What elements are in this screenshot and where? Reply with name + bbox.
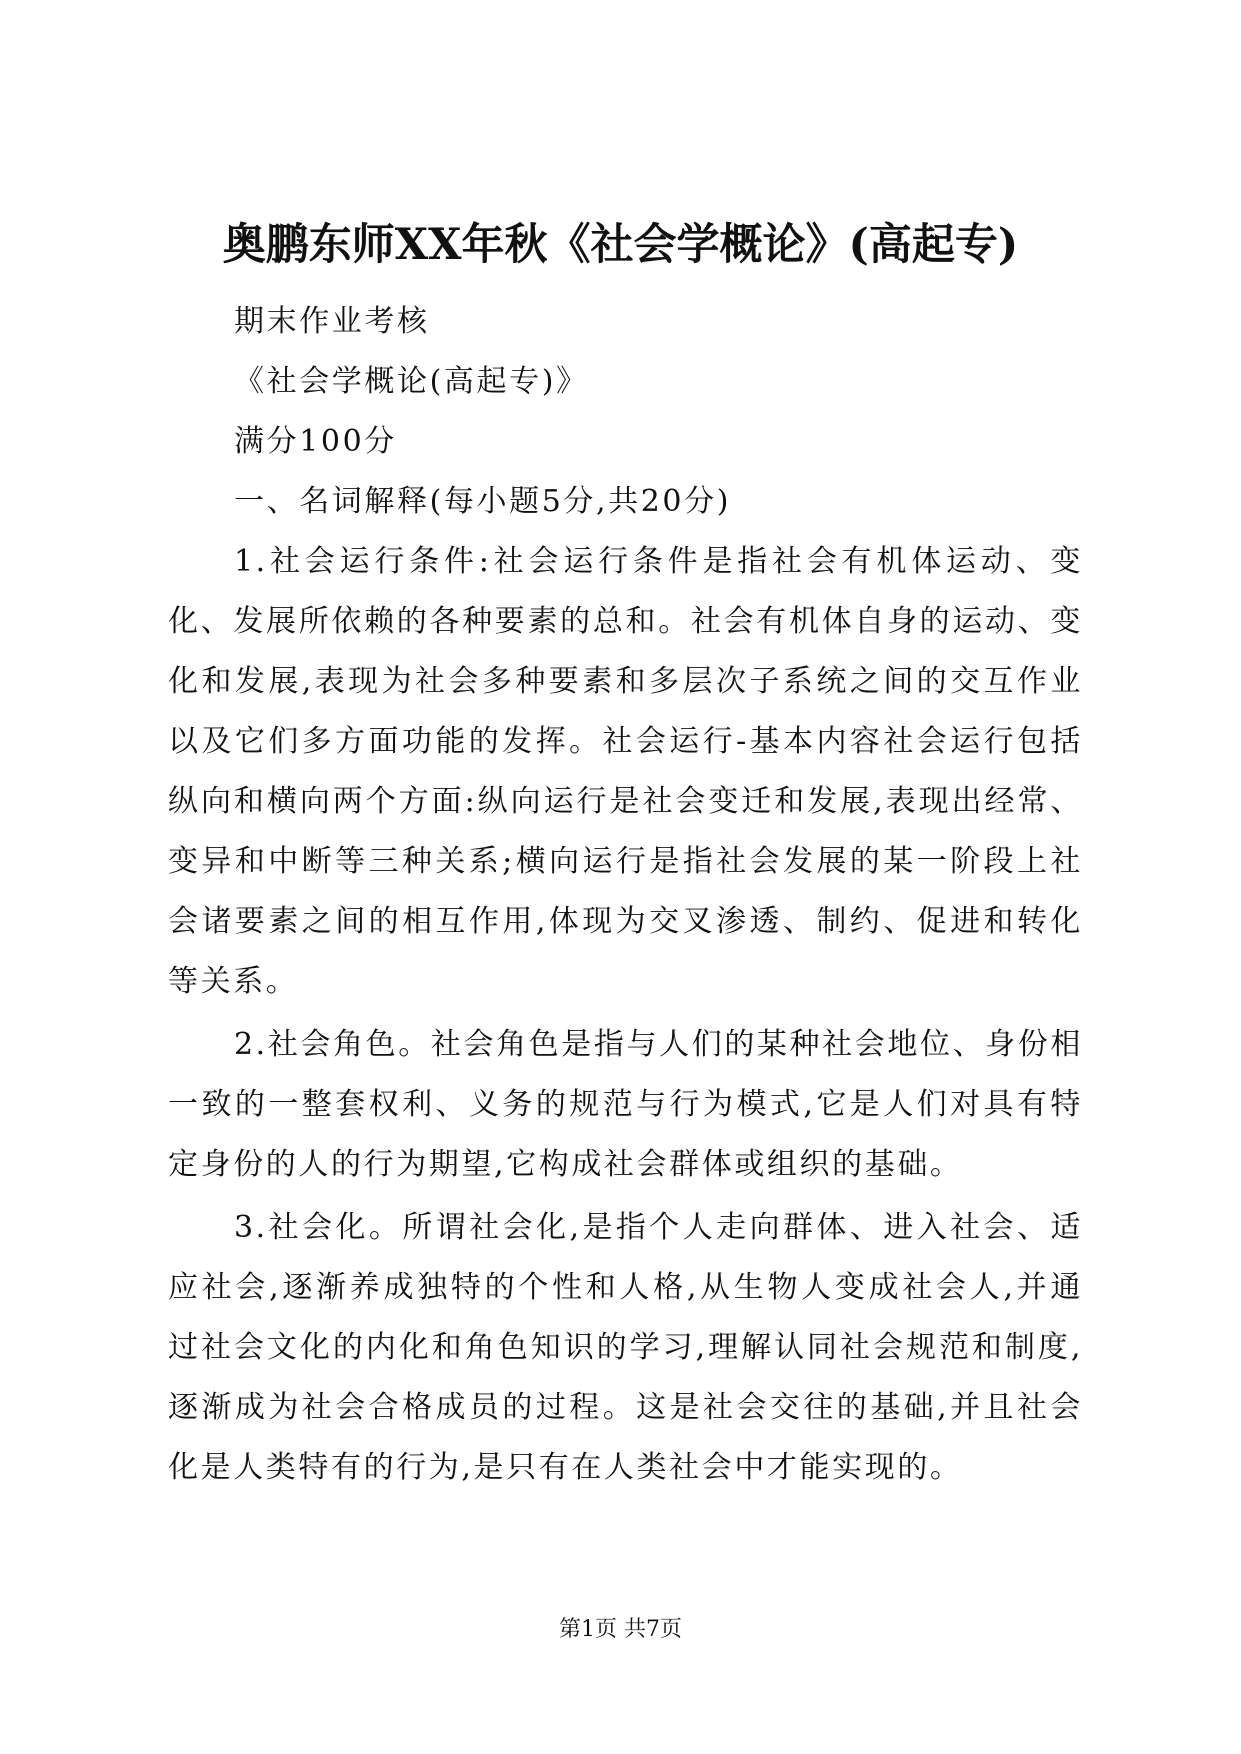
- paragraph-term-1: 1.社会运行条件:社会运行条件是指社会有机体运动、变化、发展所依赖的各种要素的总和。社会有机体自身的运动、变化和发展,表现为社会多种要素和多层次子系统之间的交互作业以及它们多方面功能的发挥。社会运行-基本内容社会运行包括纵向和横向两个方面:纵向运行是社会变迁和发展,表现出经常、变异和中断等三种关系;横向运行是指社会发展的某一阶段上社会诸要素之间的相互作用,体现为交叉渗透、制约、促进和转化等关系。: [168, 544, 1083, 999]
- paragraph-section-heading: 一、名词解释(每小题5分,共20分): [234, 484, 732, 519]
- document-title: 奥鹏东师XX年秋《社会学概论》(高起专): [222, 220, 1019, 270]
- paragraph-term-3: 3.社会化。所谓社会化,是指个人走向群体、进入社会、适应社会,逐渐养成独特的个性和人格,从生物人变成社会人,并通过社会文化的内化和角色知识的学习,理解认同社会规范和制度,逐渐成为社会合格成员的过程。这是社会交往的基础,并且社会化是人类特有的行为,是只有在人类社会中才能实现的。: [168, 1210, 1083, 1485]
- paragraph-course-name: 《社会学概论(高起专)》: [234, 364, 589, 399]
- page-footer: 第1页 共7页: [559, 1617, 682, 1642]
- document-body: [168, 292, 1083, 1498]
- paragraph-exam-heading: 期末作业考核: [234, 304, 430, 339]
- paragraph-term-2: 2.社会角色。社会角色是指与人们的某种社会地位、身份相一致的一整套权利、义务的规范与行为模式,它是人们对具有特定身份的人的行为期望,它构成社会群体或组织的基础。: [168, 1027, 1083, 1182]
- paragraph-full-score: 满分100分: [234, 424, 397, 459]
